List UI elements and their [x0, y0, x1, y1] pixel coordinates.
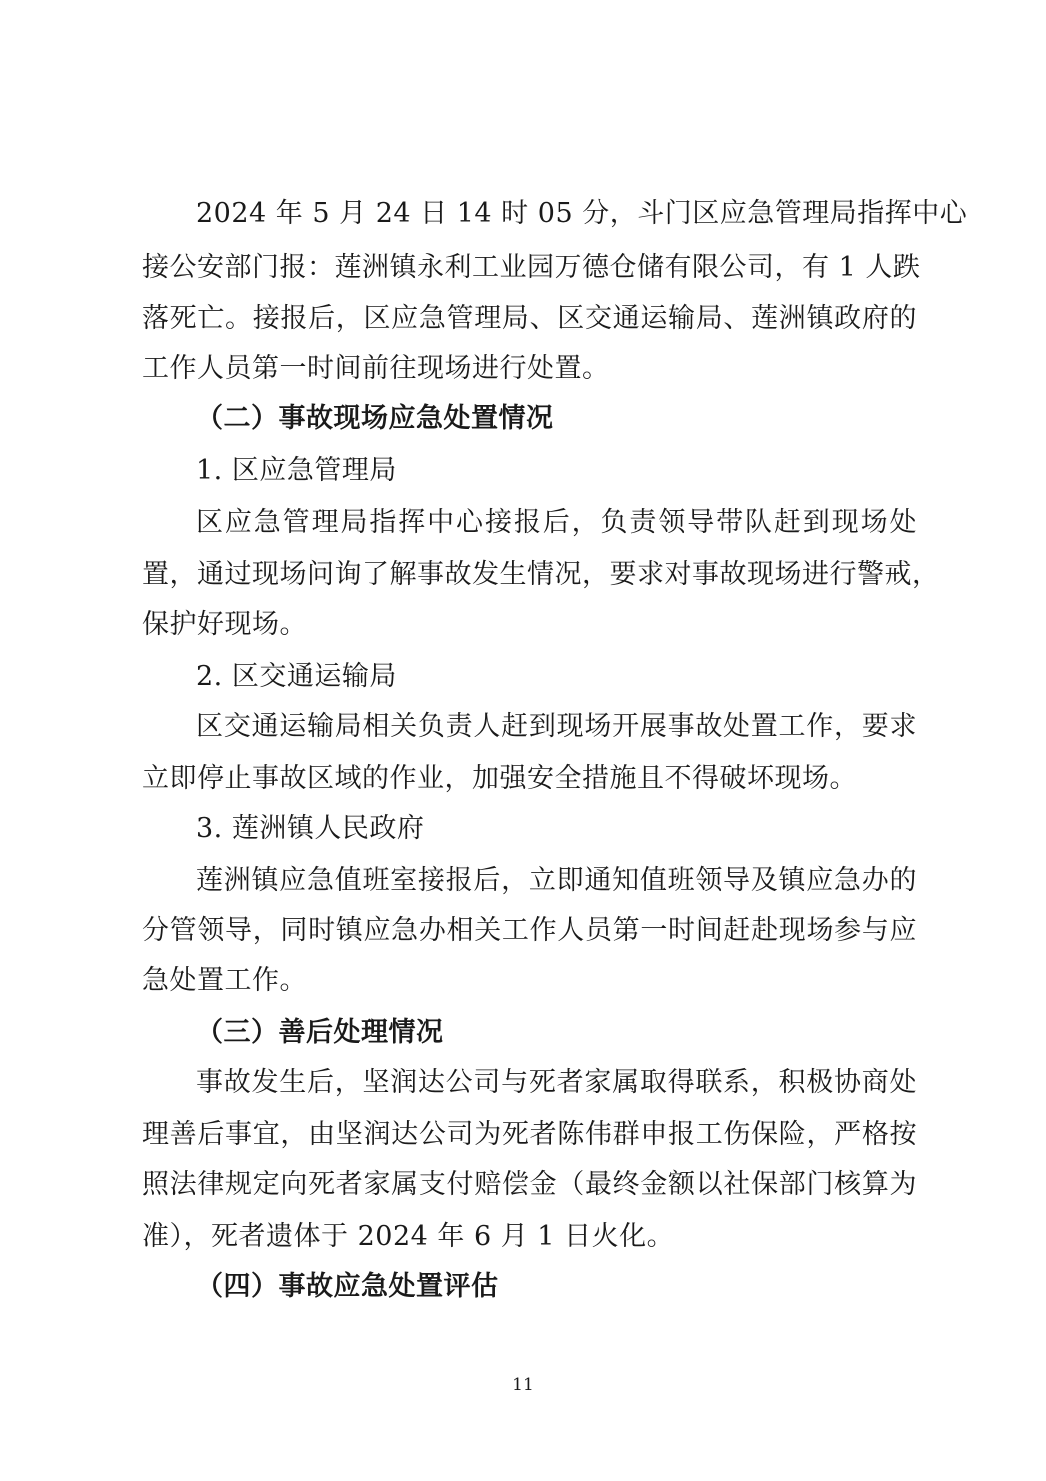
- paragraph-line: 2024 年 5 月 24 日 14 时 05 分，斗门区应急管理局指挥中心: [196, 198, 968, 229]
- paragraph-line: 置，通过现场问询了解事故发生情况，要求对事故现场进行警戒，: [142, 559, 940, 590]
- section-heading: （三）善后处理情况: [196, 1017, 444, 1048]
- paragraph-line: 区应急管理局指挥中心接报后，负责领导带队赶到现场处: [196, 507, 917, 538]
- subsection-title: 3. 莲洲镇人民政府: [196, 813, 425, 844]
- paragraph-line: 准），死者遗体于 2024 年 6 月 1 日火化。: [142, 1221, 675, 1252]
- paragraph-line: 理善后事宜，由坚润达公司为死者陈伟群申报工伤保险，严格按: [142, 1119, 917, 1150]
- paragraph-line: 保护好现场。: [142, 609, 307, 640]
- paragraph-line: 照法律规定向死者家属支付赔偿金（最终金额以社保部门核算为: [142, 1169, 917, 1200]
- section-heading: （二）事故现场应急处置情况: [196, 403, 554, 434]
- paragraph-line: 莲洲镇应急值班室接报后，立即通知值班领导及镇应急办的: [196, 865, 917, 896]
- paragraph-line: 立即停止事故区域的作业，加强安全措施且不得破坏现场。: [142, 763, 857, 794]
- page-number: 11: [512, 1375, 534, 1395]
- paragraph-line: 急处置工作。: [142, 965, 307, 996]
- paragraph-line: 事故发生后，坚润达公司与死者家属取得联系，积极协商处: [196, 1067, 917, 1098]
- paragraph-line: 工作人员第一时间前往现场进行处置。: [142, 353, 610, 384]
- paragraph-line: 区交通运输局相关负责人赶到现场开展事故处置工作，要求: [196, 711, 917, 742]
- paragraph-line: 落死亡。接报后，区应急管理局、区交通运输局、莲洲镇政府的: [142, 303, 917, 334]
- subsection-title: 1. 区应急管理局: [196, 455, 397, 486]
- section-heading: （四）事故应急处置评估: [196, 1271, 499, 1302]
- paragraph-line: 接公安部门报：莲洲镇永利工业园万德仓储有限公司，有 1 人跌: [142, 252, 921, 283]
- paragraph-line: 分管领导，同时镇应急办相关工作人员第一时间赶赴现场参与应: [142, 915, 917, 946]
- subsection-title: 2. 区交通运输局: [196, 661, 397, 692]
